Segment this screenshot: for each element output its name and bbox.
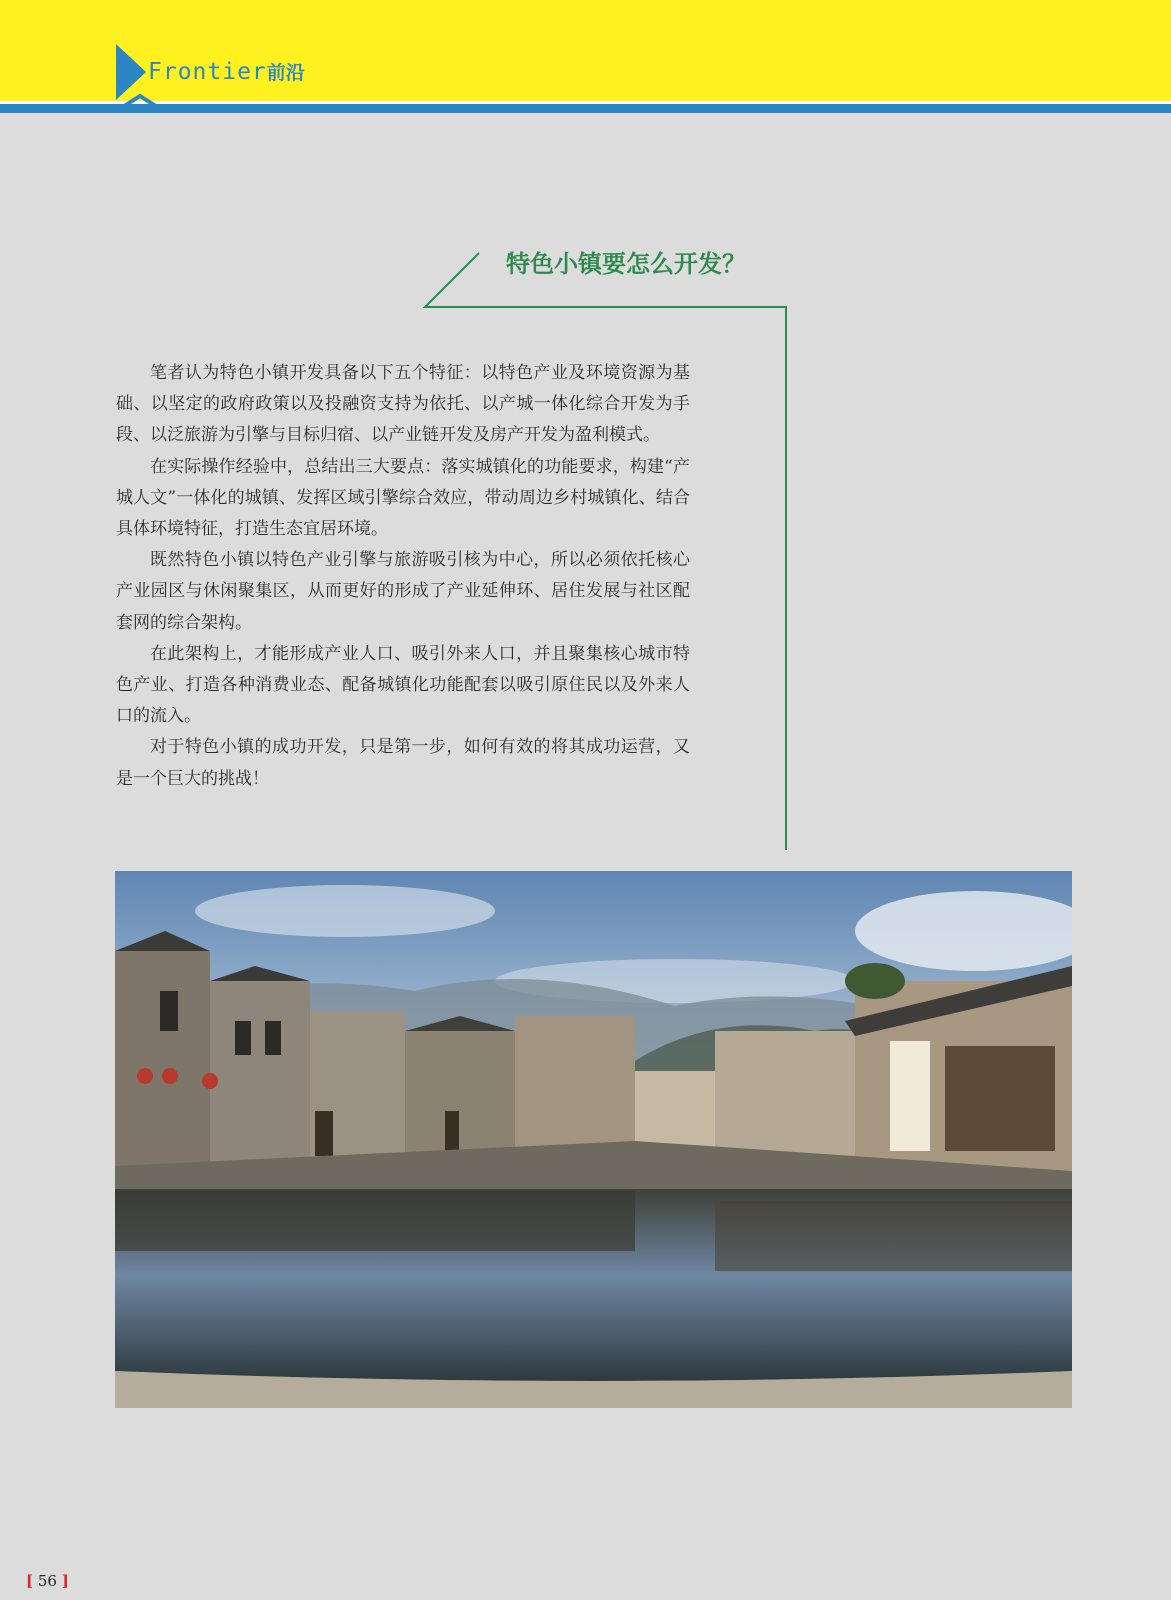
- page-bracket-left: [: [26, 1572, 34, 1590]
- article-body: [116, 358, 690, 795]
- section-label: [148, 58, 305, 88]
- paragraph: 笔者认为特色小镇开发具备以下五个特征：以特色产业及环境资源为基础、以坚定的政府政策以及投融资支持为依托、以产城一体化综合开发为手段、以泛旅游为引擎与目标归宿、以产业链开发及房产开发为盈利模式。: [116, 363, 690, 446]
- page-number: [26, 1572, 69, 1590]
- section-label-cn: 前沿: [266, 62, 305, 84]
- paragraph: 既然特色小镇以特色产业引擎与旅游吸引核为中心，所以必须依托核心产业园区与休闲聚集区，从而更好的形成了产业延伸环、居住发展与社区配套网的综合架构。: [116, 550, 690, 633]
- header-band: [0, 101, 1171, 113]
- paragraph: 对于特色小镇的成功开发，只是第一步，如何有效的将其成功运营，又是一个巨大的挑战！: [116, 737, 690, 789]
- section-label-en: Frontier: [148, 59, 267, 85]
- paragraph: 在此架构上，才能形成产业人口、吸引外来人口，并且聚集核心城市特色产业、打造各种消费业态、配备城镇化功能配套以吸引原住民以及外来人口的流入。: [116, 643, 690, 727]
- header-notch-icon: [118, 92, 168, 114]
- page-bracket-right: ]: [61, 1572, 69, 1590]
- village-pond-photo: [115, 871, 1072, 1408]
- article-title: 特色小镇要怎么开发？: [506, 250, 746, 278]
- page-number-value: 56: [37, 1572, 57, 1590]
- paragraph: 在实际操作经验中，总结出三大要点：落实城镇化的功能要求，构建“产城人文”一体化的城镇、发挥区域引擎综合效应，带动周边乡村城镇化、结合具体环境特征，打造生态宜居环境。: [116, 456, 690, 540]
